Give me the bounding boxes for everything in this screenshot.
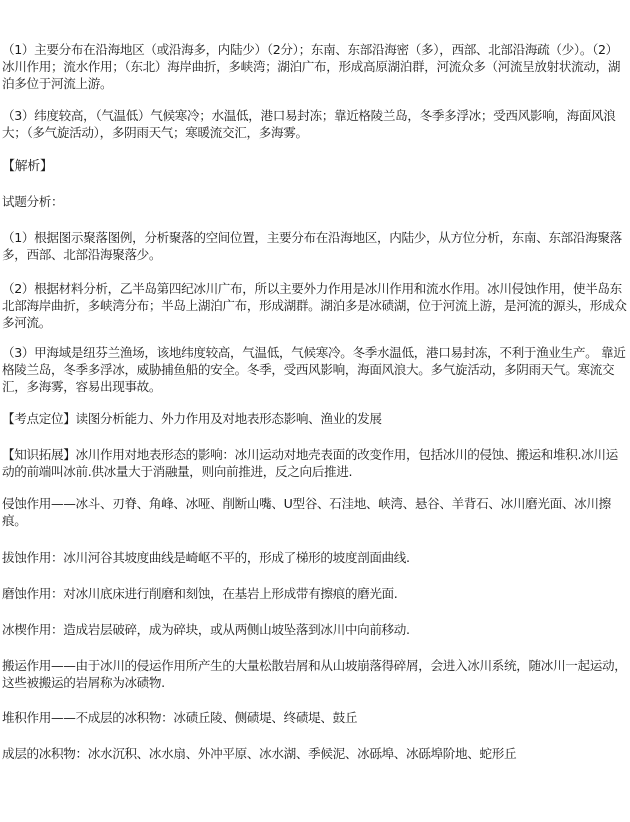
transport-paragraph: 搬运作用——由于冰川的侵运作用所产生的大量松散岩屑和从山坡崩落得碎屑，会进入冰川系统，随冰川一起运动，这些被搬运的岩屑称为冰碛物. [2, 658, 627, 690]
erosion-paragraph: 侵蚀作用——冰斗、刃脊、角峰、冰哑、削断山嘴、U型谷、石洼地、峡湾、悬谷、羊背石、冰川磨光面、冰川擦痕。 [2, 496, 611, 528]
ice-wedge-paragraph: 冰楔作用：造成岩层破碎，成为碎块，或从两侧山坡坠落到冰川中向前移动. [2, 622, 410, 637]
analysis-paragraph-2: （2）根据材料分析，乙半岛第四纪冰川广布，所以主要外力作用是冰川作用和流水作用。冰川侵蚀作用，使半岛东北部海岸曲折，多峡湾分布；半岛上湖泊广布，形成湖群。湖泊多是冰碛湖，位于河流上游，是河流的源头，形成众多河流。 [2, 281, 627, 330]
deposition-paragraph: 堆积作用——不成层的冰积物：冰碛丘陵、侧碛堤、终碛堤、鼓丘 [2, 710, 358, 725]
analysis-intro: 试题分析： [2, 194, 64, 209]
kaodian-paragraph: 【考点定位】读图分析能力、外力作用及对地表形态影响、渔业的发展 [2, 411, 382, 426]
analysis-heading: 【解析】 [2, 159, 53, 174]
answer-paragraph-2: （3）纬度较高，（气温低）气候寒冷；水温低，港口易封冻；靠近格陵兰岛，冬季多浮冰；受西风影响，海面风浪大；（多气旋活动），多阴雨天气；寒暖流交汇，多海雾。 [2, 108, 616, 140]
answer-paragraph-1: （1）主要分布在沿海地区（或沿海多，内陆少）（2分）；东南、东部沿海密（多），西部、北部沿海疏（少）。（2）冰川作用；流水作用；（东北）海岸曲折，多峡湾；湖泊广布，形成高原湖泊群，河流众多（河流呈放射状流动，湖泊多位于河流上游。 [2, 42, 621, 91]
analysis-paragraph-3: （3）甲海域是纽芬兰渔场，该地纬度较高，气温低，气候寒冷。冬季水温低，港口易封冻，不利于渔业生产。 靠近格陵兰岛，冬季多浮冰，威胁捕鱼船的安全。冬季，受西风影响，海面风浪大。多气旋活动，多阴雨天气。寒流交汇，多海雾，容易出现事故。 [2, 345, 626, 394]
analysis-paragraph-1: （1）根据图示聚落图例，分析聚落的空间位置，主要分布在沿海地区，内陆少，从方位分析，东南、东部沿海聚落多，西部、北部沿海聚落少。 [2, 230, 622, 262]
plucking-paragraph: 拔蚀作用：冰川河谷其坡度曲线是崎岖不平的，形成了梯形的坡度剖面曲线. [2, 550, 410, 565]
layered-deposits-paragraph: 成层的冰积物：冰水沉积、冰水扇、外冲平原、冰水湖、季候泥、冰砾埠、冰砾埠阶地、蛇形丘 [2, 746, 517, 761]
abrasion-paragraph: 磨蚀作用：对冰川底床进行削磨和刻蚀，在基岩上形成带有擦痕的磨光面. [2, 586, 398, 601]
zhishi-intro: 【知识拓展】冰川作用对地表形态的影响：冰川运动对地壳表面的改变作用，包括冰川的侵蚀、搬运和堆积.冰川运动的前端叫冰前.供冰量大于消融量，则向前推进，反之向后推进. [2, 447, 618, 479]
